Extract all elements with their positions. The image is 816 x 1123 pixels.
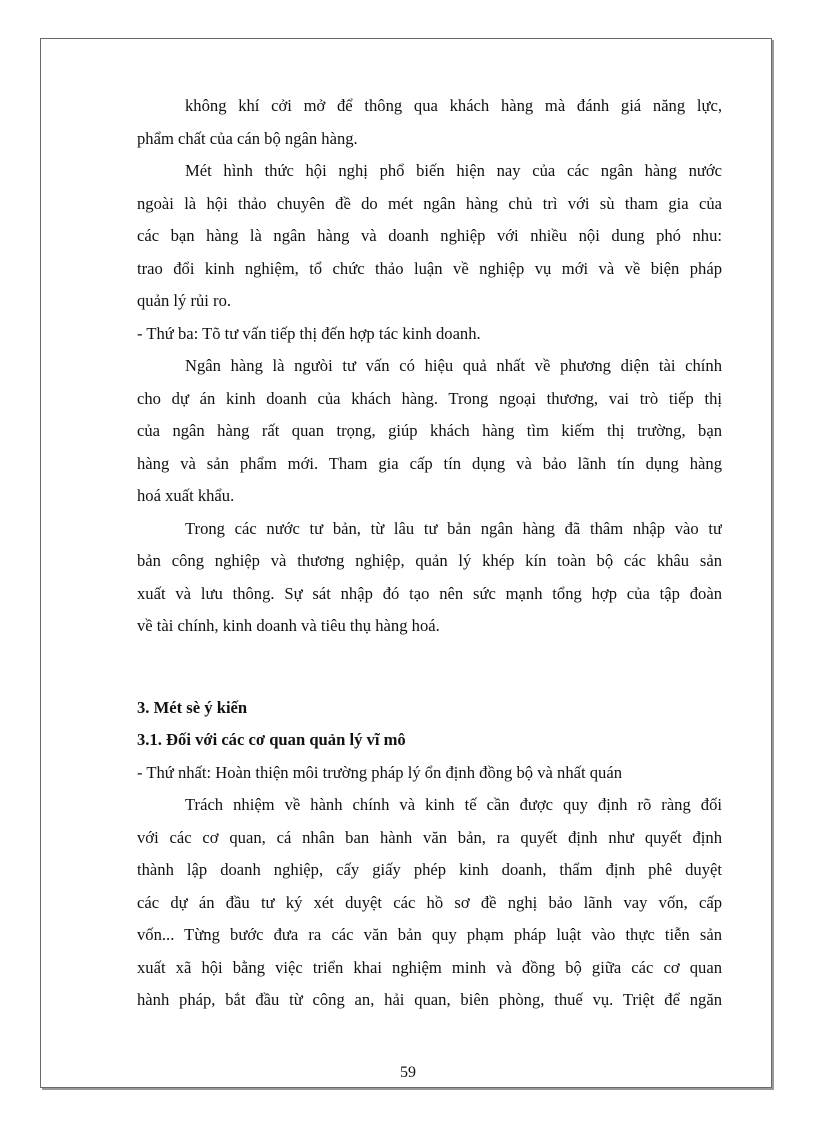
text-line: cho dự án kinh doanh của khách hàng. Trong ngoại thương, vai trò tiếp thị xyxy=(137,388,722,408)
text-line: của ngân hàng rất quan trọng, giúp khách hàng tìm kiếm thị trường, bạn xyxy=(137,421,722,440)
text-line: ngoài là hội thảo chuyên đề do mét ngân hàng chủ trì với sù tham gia của xyxy=(137,193,722,213)
text-line: với các cơ quan, cá nhân ban hành văn bản, ra quyết định như quyết định xyxy=(137,827,722,847)
text-line: phẩm chất của cán bộ ngân hàng. xyxy=(137,128,358,148)
subsection-heading: 3.1. Đối với các cơ quan quản lý vĩ mô xyxy=(137,730,406,749)
document-body xyxy=(137,90,722,1017)
text-line: thành lập doanh nghiệp, cấy giấy phép kinh doanh, thẩm định phê duyệt xyxy=(137,860,722,879)
text-line: quản lý rủi ro. xyxy=(137,291,232,310)
text-line: vốn... Từng bước đưa ra các văn bản quy phạm pháp luật vào thực tiễn sản xyxy=(137,925,722,944)
text-line: xuất và lưu thông. Sự sát nhập đó tạo nên sức mạnh tổng hợp của tập đoàn xyxy=(137,583,722,603)
text-line: không khí cởi mở để thông qua khách hàng mà đánh giá năng lực, xyxy=(185,96,722,115)
section-heading: 3. Mét sè ý kiến xyxy=(137,697,248,717)
text-line: trao đổi kinh nghiệm, tổ chức thảo luận về nghiệp vụ mới và về biện pháp xyxy=(137,258,722,278)
text-line: bản công nghiệp và thương nghiệp, quản lý khép kín toàn bộ các khâu sản xyxy=(137,551,722,570)
page-number: 59 xyxy=(400,1064,416,1081)
text-line: các dự án đầu tư ký xét duyệt các hồ sơ đề nghị bảo lãnh vay vốn, cấp xyxy=(137,892,722,912)
text-line: Trong các nước tư bản, từ lâu tư bản ngân hàng đã thâm nhập vào tư xyxy=(185,518,722,538)
text-line: hành pháp, bắt đầu từ công an, hải quan, biên phòng, thuế vụ. Triệt để ngăn xyxy=(137,990,722,1009)
text-line: Trách nhiệm về hành chính và kinh tế cần được quy định rõ ràng đối xyxy=(185,795,722,814)
text-line: các bạn hàng là ngân hàng và doanh nghiệp với nhiều nội dung phó nhu: xyxy=(137,226,722,245)
text-line: xuất xã hội bằng việc triển khai nghiệm minh và đồng bộ giữa các cơ quan xyxy=(137,957,722,977)
list-point: - Thứ nhất: Hoàn thiện môi trường pháp lý ổn định đồng bộ và nhất quán xyxy=(137,762,623,782)
text-line: hàng và sản phẩm mới. Tham gia cấp tín dụng và bảo lãnh tín dụng hàng xyxy=(137,453,722,473)
list-point: - Thứ ba: Tõ tư vấn tiếp thị đến hợp tác kinh doanh. xyxy=(137,323,481,343)
text-line: hoá xuất khẩu. xyxy=(137,486,235,505)
text-line: về tài chính, kinh doanh và tiêu thụ hàng hoá. xyxy=(137,616,440,635)
text-line: Mét hình thức hội nghị phổ biến hiện nay của các ngân hàng nước xyxy=(185,161,722,180)
text-line: Ngân hàng là ngưòi tư vấn có hiệu quả nhất về phương diện tài chính xyxy=(185,356,722,375)
section-gap xyxy=(137,643,722,692)
